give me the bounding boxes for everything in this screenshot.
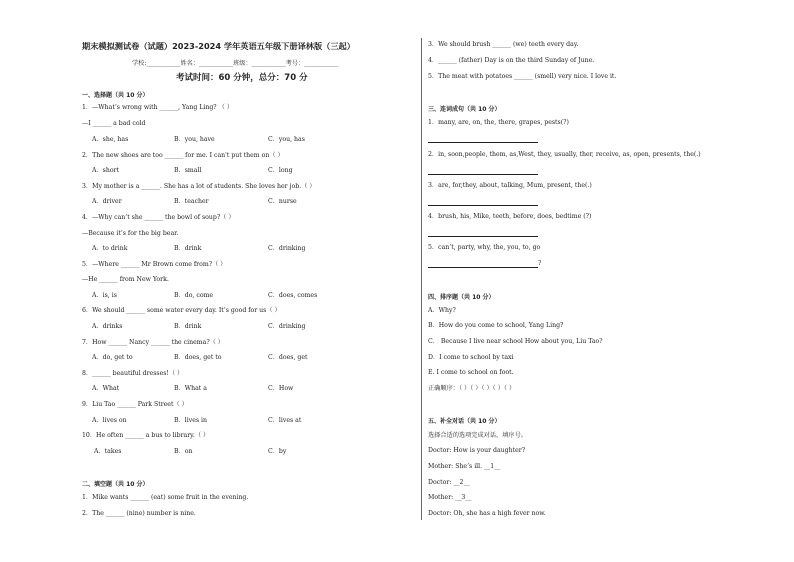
question-2-3: 3．We should brush ______ (we) teeth every day. — [428, 41, 579, 48]
dialogue-line-2: Mother: She’s ill. __1__ — [428, 463, 501, 470]
sentence-d: D．I come to school by taxi — [428, 354, 514, 361]
question-2-4: 4．______ (father) Day is on the third Sunday of June. — [428, 57, 595, 64]
exam-title: 期末模拟测试卷（试题）2023-2024 学年英语五年级下册译林版（三起） — [82, 41, 355, 51]
option-1-6-b[interactable]: B．drink — [174, 323, 202, 330]
question-3-5-end-mark: ? — [538, 260, 542, 267]
question-1-1: 1．—What’s wrong with ______, Yang Ling? （ ） — [82, 104, 233, 111]
section-2-heading: 二、填空题（共 10 分） — [82, 481, 149, 488]
question-3-4: 4．brush, his, Mike, teeth, before, does, bedtime (?) — [428, 213, 592, 220]
exam-time: 考试时间：60 分钟，总分：70 分 — [176, 73, 308, 83]
option-1-6-a[interactable]: A．drinks — [92, 323, 123, 330]
option-1-2-c[interactable]: C．long — [268, 167, 293, 174]
option-1-5-b[interactable]: B．do, come — [174, 292, 214, 299]
option-1-7-a[interactable]: A．do, get to — [92, 354, 133, 361]
option-1-4-b[interactable]: B．drink — [174, 245, 202, 252]
option-1-2-a[interactable]: A．short — [92, 167, 119, 174]
sentence-b: B．How do you come to school, Yang Ling? — [428, 322, 564, 329]
answer-line-3-2[interactable] — [428, 174, 538, 175]
option-1-3-a[interactable]: A．driver — [92, 198, 122, 205]
option-1-8-b[interactable]: B．What a — [174, 385, 207, 392]
question-2-5: 5．The meat with potatoes ______ (smell) very nice. I love it. — [428, 73, 617, 80]
option-1-1-c[interactable]: C．you, has — [268, 136, 305, 143]
column-divider — [421, 38, 422, 520]
section-1-heading: 一、选择题（共 10 分） — [82, 92, 149, 99]
option-1-2-b[interactable]: B．small — [174, 167, 202, 174]
question-3-5: 5．can’t, party, why, the, you, to, go — [428, 244, 541, 251]
option-1-1-a[interactable]: A．she, has — [92, 136, 129, 143]
question-1-3: 3．My mother is a ______. She has a lot of students. She loves her job.（ ） — [82, 183, 316, 190]
student-info-line: 学校:___________姓名：___________班级：___________考号：___________ — [132, 60, 339, 67]
answer-line-3-4[interactable] — [428, 236, 538, 237]
dialogue-instruction: 选择合适的选项完成对话，填序号。 — [428, 432, 527, 439]
option-1-3-b[interactable]: B．teacher — [174, 198, 209, 205]
section-4-heading: 四、排序题（共 10 分） — [428, 294, 495, 301]
option-1-9-a[interactable]: A．lives on — [92, 417, 127, 424]
dialogue-line-3: Doctor: __2__ — [428, 479, 470, 486]
answer-line-3-3[interactable] — [428, 205, 538, 206]
option-1-10-a[interactable]: A．takes — [94, 448, 122, 455]
option-1-4-a[interactable]: A．to drink — [92, 245, 128, 252]
question-3-1: 1．many, are, on, the, there, grapes, pests(?) — [428, 119, 569, 126]
section-3-heading: 三、连词成句（共 10 分） — [428, 106, 501, 113]
order-answer-row[interactable]: 正确顺序：（ ）（ ）（ ）（ ）（ ） — [428, 385, 516, 392]
option-1-5-a[interactable]: A．is, is — [92, 292, 117, 299]
option-1-1-b[interactable]: B．you, have — [174, 136, 215, 143]
question-1-5: 5．—Where ______ Mr Brown come from?（ ） — [82, 261, 227, 268]
option-1-7-c[interactable]: C．does, get — [268, 354, 308, 361]
option-1-8-a[interactable]: A．What — [92, 385, 120, 392]
answer-line-3-1[interactable] — [428, 142, 538, 143]
option-1-10-b[interactable]: B．on — [174, 448, 193, 455]
option-1-8-c[interactable]: C．How — [268, 385, 294, 392]
sentence-e: E. I come to school on foot. — [428, 369, 514, 376]
dialogue-line-5: Doctor: Oh, she has a high fever now. — [428, 510, 546, 517]
question-3-2: 2．in, soon,people, them, as,West, they, usually, ther, receive, as, open, presents, the(.) — [428, 151, 701, 158]
question-2-1: 1．Mike wants ______ (eat) some fruit in the evening. — [82, 494, 249, 501]
dialogue-line-1: Doctor: How is your daughter? — [428, 447, 526, 454]
option-1-4-c[interactable]: C．drinking — [268, 245, 306, 252]
sentence-c: C． Because I live near school How about you, Liu Tao? — [428, 338, 603, 345]
question-1-1-reply: —I ______ a bad cold — [82, 120, 146, 127]
question-1-4-reply: —Because it’s for the big bear. — [82, 230, 179, 237]
dialogue-line-4: Mother: __3__ — [428, 494, 472, 501]
question-1-7: 7．How ______ Nancy ______ the cinema?（ ） — [82, 339, 224, 346]
question-1-8: 8．______ beautiful dresses!（ ） — [82, 370, 184, 377]
answer-line-3-5[interactable] — [428, 267, 538, 268]
question-3-3: 3．are, for,they, about, talking, Mum, present, the(.) — [428, 182, 592, 189]
option-1-3-c[interactable]: C．nurse — [268, 198, 297, 205]
option-1-9-b[interactable]: B．lives in — [174, 417, 207, 424]
question-1-5-reply: —He ______ from New York. — [82, 276, 169, 283]
option-1-10-c[interactable]: C．by — [268, 448, 287, 455]
option-1-7-b[interactable]: B．does, get to — [174, 354, 222, 361]
option-1-9-c[interactable]: C．lives at — [268, 417, 302, 424]
question-1-9: 9．Liu Tao ______ Park Street（ ） — [82, 401, 188, 408]
question-1-2: 2．The new shoes are too ______ for me. I can't put them on（ ） — [82, 152, 284, 159]
question-1-10: 10．He often ______ a bus to library.（ ） — [82, 432, 210, 439]
question-2-2: 2．The ______ (nine) number is nine. — [82, 510, 196, 517]
question-1-4: 4．—Why can’t she ______ the bowl of soup?（ ） — [82, 214, 235, 221]
option-1-6-c[interactable]: C．drinking — [268, 323, 306, 330]
option-1-5-c[interactable]: C．does, comes — [268, 292, 318, 299]
question-1-6: 6．We should ______ some water every day. It’s good for us（ ） — [82, 307, 281, 314]
sentence-a: A．Why? — [428, 307, 456, 314]
section-5-heading: 五、补全对话（共 10 分） — [428, 418, 501, 425]
